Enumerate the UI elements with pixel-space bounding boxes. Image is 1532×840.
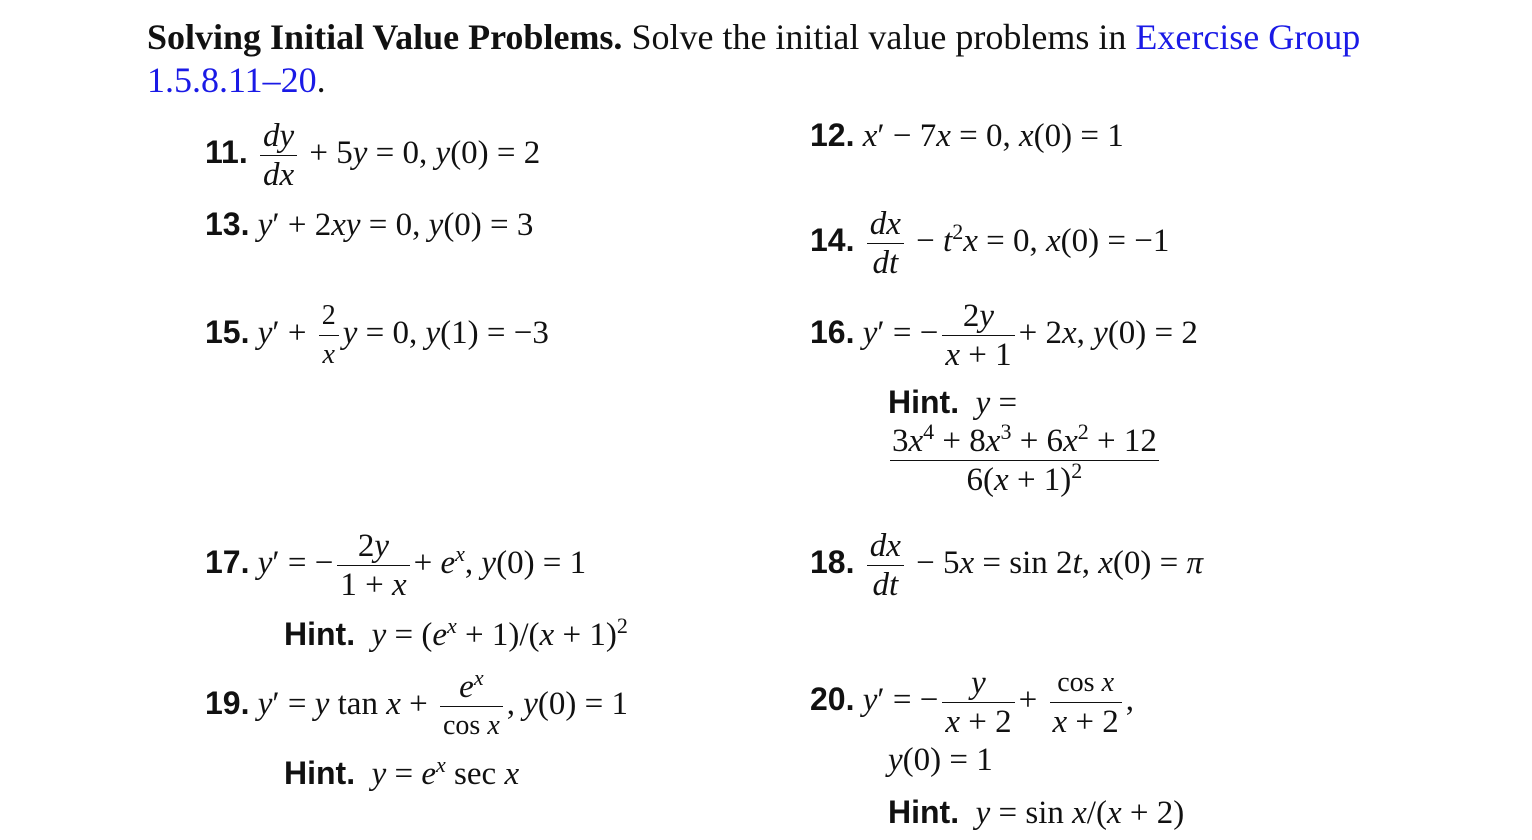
hint-16-fraction: $\frac{3x^4 + 8x^3 + 6x^2 + 12}{6(x + 1)^2}$ — [892, 419, 1157, 498]
fraction-dy-dx: $\frac{dy}{dx}$ — [260, 117, 297, 194]
heading-period: . — [316, 60, 326, 100]
fraction-ex-cosx: $\frac{e^x}{\text{cos x}}$ — [440, 668, 503, 745]
hint-19: Hint. $y = e^x$ sec x — [284, 752, 520, 792]
section-title: Solving Initial Value Problems. — [147, 17, 623, 57]
exercise-number: 16. — [810, 314, 855, 351]
hint-label: Hint. — [888, 384, 960, 420]
exercise-number: 15. — [205, 314, 250, 351]
exercise-number: 11. — [205, 134, 248, 171]
exercise-number: 17. — [205, 544, 250, 581]
fraction-2y-1x: $\frac{2y}{1 + x}$ — [337, 527, 409, 604]
exercise-12: 12. x′ − 7x = 0, x(0) = 1 — [810, 117, 1124, 154]
exercise-20-initial: y(0) = 1 — [888, 742, 993, 778]
fraction-2y-x1: $\frac{2y}{x + 1}$ — [942, 297, 1014, 374]
exercise-17: 17. y′ = − $\frac{2y}{1 + x}$ + $e^x$, y(0) = 1 — [205, 528, 587, 603]
exercise-15: 15. y′ + $\frac{2}{x}$ y = 0, y(1) = −3 — [205, 297, 549, 374]
exercise-16: 16. y′ = − $\frac{2y}{x + 1}$ + 2x, y(0) = 2 — [810, 298, 1198, 373]
exercise-19: 19. y′ = y tan x + $\frac{e^x}{\text{cos x}}$ , y(0) = 1 — [205, 668, 628, 745]
exercise-11: 11. $\frac{dy}{dx}$ + 5y = 0, y(0) = 2 — [205, 118, 541, 193]
exercise-group-link[interactable]: Exercise Group 1.5.8.11–20 — [147, 17, 1361, 100]
exercise-13: 13. y′ + 2xy = 0, y(0) = 3 — [205, 206, 534, 243]
hint-20: Hint. y = sin x/(x + 2) — [888, 794, 1185, 831]
exercise-number: 20. — [810, 681, 855, 718]
exercise-14: 14. $\frac{dx}{dt}$ − $t^2x = 0$, x(0) = −1 — [810, 206, 1170, 281]
exercise-number: 13. — [205, 206, 250, 242]
exercise-18: 18. $\frac{dx}{dt}$ − 5x = sin 2t, x(0) = π — [810, 528, 1204, 603]
hint-label: Hint. — [284, 616, 356, 652]
hint-label: Hint. — [284, 755, 356, 791]
section-intro: Solve the initial value problems in — [631, 17, 1136, 57]
exercise-20: 20. y′ = − $\frac{y}{x + 2}$ + $\frac{\text{cos x}}{x + 2}$ , — [810, 665, 1135, 740]
fraction-y-x2: $\frac{y}{x + 2}$ — [942, 664, 1014, 741]
exercise-number: 19. — [205, 685, 250, 722]
fraction-2-x: $\frac{2}{x}$ — [319, 297, 339, 374]
exercise-number: 12. — [810, 117, 855, 153]
hint-16: Hint. y = — [888, 384, 1018, 421]
fraction-cosx-x2: $\frac{\text{cos x}}{x + 2}$ — [1050, 664, 1122, 741]
exercise-number: 14. — [810, 222, 855, 259]
fraction-dx-dt: $\frac{dx}{dt}$ — [867, 205, 904, 282]
fraction-dx-dt: $\frac{dx}{dt}$ — [867, 527, 904, 604]
hint-17: Hint. $y = (e^x + 1)/(x + 1)^2$ — [284, 613, 628, 653]
exercise-number: 18. — [810, 544, 855, 581]
section-heading — [147, 16, 1407, 102]
hint-label: Hint. — [888, 794, 960, 830]
